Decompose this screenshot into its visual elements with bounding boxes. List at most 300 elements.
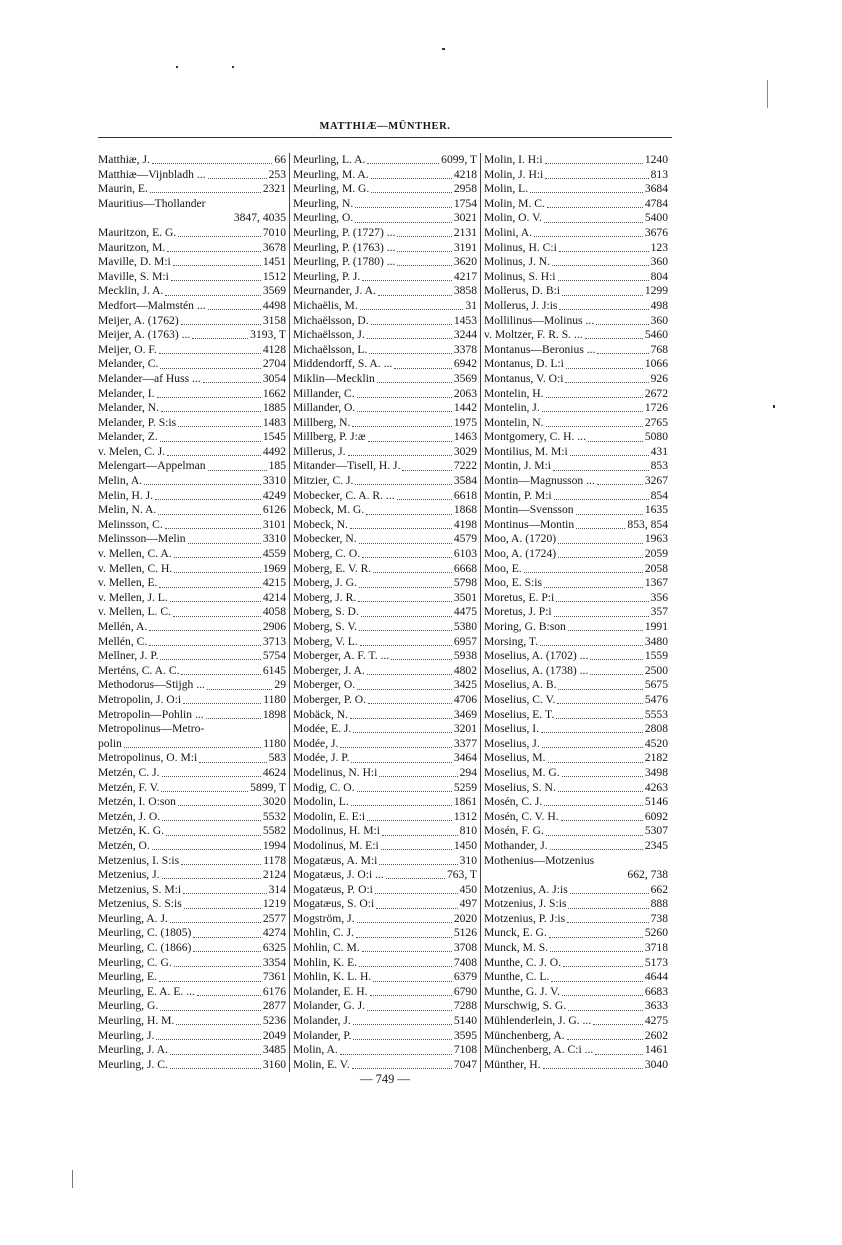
entry-name: Metzén, F. V. — [98, 780, 160, 794]
index-entry — [98, 824, 286, 839]
entry-name: Meurling, P. (1727) ... — [293, 225, 396, 239]
index-entry — [98, 1014, 286, 1029]
index-entry — [98, 416, 286, 431]
leader-dots — [348, 454, 452, 456]
entry-reference: 853 — [650, 459, 668, 473]
index-entry — [293, 1014, 477, 1029]
index-entry — [98, 226, 286, 241]
index-entry — [98, 970, 286, 985]
entry-name: Munthe, G. J. V. — [484, 984, 560, 998]
entry-reference: 5675 — [644, 678, 668, 692]
leader-dots — [160, 367, 260, 369]
entry-name: Mothenius—Motzenius — [484, 853, 595, 867]
index-entry — [484, 926, 668, 941]
entry-reference: 3633 — [644, 999, 668, 1013]
index-column-1 — [98, 153, 289, 1072]
entry-reference: 813 — [650, 167, 668, 181]
entry-name: polin — [98, 736, 122, 750]
entry-name: Meurling, P. (1763) ... — [293, 240, 396, 254]
leader-dots — [397, 498, 452, 500]
entry-reference: 3464 — [453, 751, 477, 765]
index-entry — [484, 868, 668, 883]
index-entry — [293, 270, 477, 285]
entry-reference: 5146 — [644, 795, 668, 809]
index-entry — [484, 956, 668, 971]
index-entry — [293, 970, 477, 985]
entry-name: Metropolin, J. O:i — [98, 692, 182, 706]
leader-dots — [183, 892, 267, 894]
entry-name: Mohlin, C. M. — [293, 941, 360, 955]
leader-dots — [559, 250, 649, 252]
leader-dots — [350, 527, 452, 529]
entry-reference: 1662 — [262, 386, 286, 400]
index-entry — [484, 241, 668, 256]
index-entry — [293, 168, 477, 183]
index-entry — [293, 795, 477, 810]
entry-name: Mellner, J. P. — [98, 649, 159, 663]
entry-name: Montanus, V. O:i — [484, 371, 564, 385]
index-entry — [98, 387, 286, 402]
entry-name: Montin—Svensson — [484, 503, 574, 517]
leader-dots — [156, 1038, 260, 1040]
entry-name: Meurling, C. (1866) — [98, 941, 192, 955]
entry-reference: 1963 — [644, 532, 668, 546]
entry-name: v. Mellen, E. — [98, 576, 158, 590]
entry-name: Molin, A. — [293, 1043, 338, 1057]
index-entry — [98, 751, 286, 766]
entry-name: Millander, C. — [293, 386, 355, 400]
entry-reference: 3193, T — [250, 328, 286, 342]
leader-dots — [174, 556, 261, 558]
index-entry — [98, 868, 286, 883]
leader-dots — [551, 980, 642, 982]
entry-reference: 2124 — [262, 868, 286, 882]
index-entry — [293, 605, 477, 620]
entry-reference: 3620 — [453, 255, 477, 269]
entry-name: Moretus, E. P:i — [484, 590, 555, 604]
entry-reference: 1868 — [453, 503, 477, 517]
leader-dots — [152, 848, 261, 850]
leader-dots — [567, 921, 648, 923]
leader-dots — [561, 819, 643, 821]
entry-name: Meurling, P. J. — [293, 269, 361, 283]
leader-dots — [174, 571, 261, 573]
entry-reference: 2765 — [644, 415, 668, 429]
entry-reference: 2672 — [644, 386, 668, 400]
index-entry — [293, 401, 477, 416]
entry-reference: 3498 — [644, 765, 668, 779]
entry-name: Molander, E. H. — [293, 984, 368, 998]
index-entry — [293, 999, 477, 1014]
leader-dots — [556, 600, 648, 602]
leader-dots — [357, 921, 452, 923]
entry-reference: 6103 — [453, 547, 477, 561]
index-entry — [293, 372, 477, 387]
entry-name: Moselius, M. — [484, 751, 546, 765]
index-entry — [98, 168, 286, 183]
leader-dots — [562, 294, 643, 296]
leader-dots — [176, 1023, 260, 1025]
entry-name: Millberg, P. J:æ — [293, 430, 366, 444]
index-entry — [293, 562, 477, 577]
scan-speck — [442, 48, 445, 50]
index-entry — [484, 270, 668, 285]
index-entry — [293, 489, 477, 504]
entry-name: Moretus, J. P:i — [484, 605, 552, 619]
entry-name: Moberg, C. O. — [293, 547, 361, 561]
entry-name: Molander, P. — [293, 1028, 352, 1042]
leader-dots — [173, 615, 261, 617]
entry-name: Meurling, O. — [293, 211, 354, 225]
leader-dots — [188, 542, 261, 544]
entry-name: Molander, J. — [293, 1014, 351, 1028]
index-entry — [484, 503, 668, 518]
leader-dots — [568, 1009, 643, 1011]
index-entry — [484, 678, 668, 693]
entry-reference: 4498 — [262, 298, 286, 312]
entry-name: Mobecker, C. A. R. ... — [293, 488, 395, 502]
entry-reference: 662 — [650, 882, 668, 896]
index-entry — [293, 343, 477, 358]
entry-reference: 583 — [268, 751, 286, 765]
entry-name: Molin, J. H:i — [484, 167, 544, 181]
entry-name: Melander, Z. — [98, 430, 158, 444]
entry-reference: 123 — [650, 240, 668, 254]
entry-name: Michaëlsson, L. — [293, 342, 368, 356]
entry-reference: 1240 — [644, 153, 668, 166]
entry-name: Montilius, M. M:i — [484, 444, 568, 458]
entry-reference: 4706 — [453, 692, 477, 706]
leader-dots — [566, 367, 643, 369]
entry-reference: 3191 — [453, 240, 477, 254]
entry-reference: 3847, 4035 — [233, 211, 286, 225]
index-entry — [98, 1058, 286, 1073]
entry-reference: 5126 — [453, 926, 477, 940]
entry-reference: 4624 — [262, 765, 286, 779]
index-entry — [98, 678, 286, 693]
leader-dots — [562, 775, 643, 777]
leader-dots — [391, 658, 452, 660]
leader-dots — [359, 542, 452, 544]
leader-dots — [545, 162, 643, 164]
leader-dots — [193, 950, 260, 952]
leader-dots — [165, 294, 260, 296]
entry-reference: 3569 — [453, 371, 477, 385]
leader-dots — [366, 513, 452, 515]
entry-reference: 4214 — [262, 590, 286, 604]
index-entry — [293, 226, 477, 241]
leader-dots — [373, 571, 452, 573]
entry-name: Meurling, J. — [98, 1028, 155, 1042]
leader-dots — [159, 980, 261, 982]
entry-reference: 2345 — [644, 838, 668, 852]
index-entry — [293, 854, 477, 869]
entry-reference: 4217 — [453, 269, 477, 283]
entry-name: Matthiæ, J. — [98, 153, 150, 166]
leader-dots — [167, 250, 261, 252]
entry-reference: 926 — [650, 371, 668, 385]
leader-dots — [193, 936, 260, 938]
index-entry — [98, 372, 286, 387]
index-entry — [98, 153, 286, 168]
entry-reference: 1219 — [262, 897, 286, 911]
index-entry — [484, 401, 668, 416]
entry-name: Morsing, T. — [484, 634, 538, 648]
leader-dots — [367, 337, 452, 339]
entry-reference: 6790 — [453, 984, 477, 998]
entry-reference: 3020 — [262, 795, 286, 809]
leader-dots — [359, 586, 452, 588]
index-entry — [484, 314, 668, 329]
leader-dots — [162, 819, 261, 821]
entry-reference: 356 — [650, 590, 668, 604]
entry-reference: 5754 — [262, 649, 286, 663]
entry-reference: 3678 — [262, 240, 286, 254]
entry-reference: 6092 — [644, 809, 668, 823]
index-entry — [98, 182, 286, 197]
entry-reference: 3244 — [453, 328, 477, 342]
entry-reference: 1994 — [262, 838, 286, 852]
leader-dots — [550, 950, 643, 952]
index-entry — [98, 854, 286, 869]
index-entry — [98, 999, 286, 1014]
leader-dots — [590, 658, 642, 660]
leader-dots — [352, 1067, 452, 1069]
index-entry — [293, 868, 477, 883]
entry-reference: 2808 — [644, 722, 668, 736]
index-entry — [293, 956, 477, 971]
leader-dots — [160, 658, 260, 660]
entry-name: Millander, O. — [293, 401, 356, 415]
index-entry — [484, 781, 668, 796]
index-entry — [98, 518, 286, 533]
entry-reference: 5899, T — [250, 780, 286, 794]
leader-dots — [355, 206, 452, 208]
entry-reference: 3310 — [262, 474, 286, 488]
index-entry — [484, 839, 668, 854]
index-entry — [484, 751, 668, 766]
entry-name: Michaëlsson, D. — [293, 313, 369, 327]
leader-dots — [547, 206, 643, 208]
entry-reference: 1312 — [453, 809, 477, 823]
entry-reference: 497 — [459, 897, 477, 911]
index-entry — [293, 241, 477, 256]
index-entry — [293, 722, 477, 737]
entry-name: Modolin, L. — [293, 795, 349, 809]
index-entry — [293, 357, 477, 372]
leader-dots — [379, 775, 457, 777]
entry-name: Montin, P. M:i — [484, 488, 552, 502]
leader-dots — [367, 819, 452, 821]
index-entry — [293, 255, 477, 270]
entry-name: Mogatæus, A. M:i — [293, 853, 378, 867]
entry-reference: 6325 — [262, 941, 286, 955]
index-entry — [293, 824, 477, 839]
leader-dots — [181, 323, 261, 325]
entry-reference: 1180 — [263, 692, 286, 706]
entry-reference: 6683 — [644, 984, 668, 998]
entry-name: Metzén, C. J. — [98, 765, 160, 779]
index-entry — [484, 999, 668, 1014]
leader-dots — [552, 264, 649, 266]
leader-dots — [554, 615, 649, 617]
entry-reference: 1754 — [453, 196, 477, 210]
index-entry — [293, 328, 477, 343]
index-entry — [98, 985, 286, 1000]
index-entry — [293, 649, 477, 664]
entry-name: Molinus, S. H:i — [484, 269, 556, 283]
index-entry — [484, 430, 668, 445]
entry-name: Metzenius, I. S:is — [98, 853, 180, 867]
entry-reference: 5080 — [644, 430, 668, 444]
index-entry — [293, 620, 477, 635]
entry-name: Moselius, J. — [484, 736, 540, 750]
index-entry — [293, 197, 477, 212]
index-entry — [484, 693, 668, 708]
index-entry — [293, 781, 477, 796]
entry-name: Moberg, V. L. — [293, 634, 358, 648]
index-entry — [98, 474, 286, 489]
entry-name: v. Mellen, C. H. — [98, 561, 173, 575]
index-entry — [98, 241, 286, 256]
entry-reference: 3485 — [262, 1043, 286, 1057]
leader-dots — [546, 425, 643, 427]
index-entry — [484, 1014, 668, 1029]
entry-reference: 2602 — [644, 1028, 668, 1042]
leader-dots — [576, 513, 643, 515]
entry-reference: 4579 — [453, 532, 477, 546]
index-entry — [98, 708, 286, 723]
entry-reference: 1483 — [262, 415, 286, 429]
index-entry — [293, 532, 477, 547]
leader-dots — [546, 834, 643, 836]
leader-dots — [367, 1009, 452, 1011]
entry-name: Mauritius—Thollander — [98, 196, 206, 210]
leader-dots — [367, 673, 452, 675]
entry-reference: 854 — [650, 488, 668, 502]
entry-name: Metropolinus—Metro- — [98, 722, 205, 736]
index-entry — [293, 430, 477, 445]
entry-name: Montgomery, C. H. ... — [484, 430, 586, 444]
entry-name: Mobäck, N. — [293, 707, 349, 721]
index-entry — [293, 518, 477, 533]
entry-reference: 853, 854 — [627, 517, 668, 531]
entry-reference: 5553 — [644, 707, 668, 721]
leader-dots — [597, 352, 648, 354]
entry-name: Mecklin, J. A. — [98, 284, 164, 298]
entry-name: v. Mellen, J. L. — [98, 590, 168, 604]
index-entry — [98, 737, 286, 752]
entry-reference: 3354 — [262, 955, 286, 969]
leader-dots — [144, 483, 261, 485]
entry-reference: 31 — [465, 298, 477, 312]
entry-name: Mobecker, N. — [293, 532, 357, 546]
index-entry — [98, 357, 286, 372]
scan-speck — [232, 66, 234, 68]
index-entry — [484, 459, 668, 474]
index-entry — [98, 547, 286, 562]
index-entry — [484, 357, 668, 372]
entry-reference: 3676 — [644, 225, 668, 239]
entry-reference: 5236 — [262, 1014, 286, 1028]
leader-dots — [549, 936, 643, 938]
index-columns — [98, 153, 672, 1072]
entry-name: Meijer, A. (1762) — [98, 313, 179, 327]
entry-reference: 2131 — [453, 225, 477, 239]
index-entry — [293, 693, 477, 708]
entry-reference: 3569 — [262, 284, 286, 298]
index-entry — [98, 605, 286, 620]
index-entry — [98, 489, 286, 504]
entry-reference: 1545 — [262, 430, 286, 444]
entry-reference: 4128 — [262, 342, 286, 356]
entry-reference: 66 — [274, 153, 286, 166]
entry-reference: 1885 — [262, 401, 286, 415]
entry-reference: 888 — [650, 897, 668, 911]
index-entry — [293, 1058, 477, 1073]
index-entry — [484, 810, 668, 825]
entry-name: Mogatæus, P. O:i — [293, 882, 373, 896]
entry-name: Mohlin, K. E. — [293, 955, 358, 969]
entry-reference: 6618 — [453, 488, 477, 502]
entry-name: Mobeck, M. G. — [293, 503, 365, 517]
index-entry — [293, 635, 477, 650]
entry-reference: 5460 — [644, 328, 668, 342]
entry-reference: 6942 — [453, 357, 477, 371]
entry-name: Moselius, E. T. — [484, 707, 555, 721]
leader-dots — [192, 337, 248, 339]
index-entry — [484, 970, 668, 985]
entry-name: Mitander—Tisell, H. J. — [293, 459, 401, 473]
entry-reference: 3469 — [453, 707, 477, 721]
index-entry — [293, 153, 477, 168]
leader-dots — [593, 1023, 643, 1025]
leader-dots — [544, 221, 643, 223]
entry-name: Melengart—Appelman — [98, 459, 206, 473]
index-entry — [98, 459, 286, 474]
scan-speck — [773, 405, 775, 408]
index-entry — [293, 459, 477, 474]
index-entry — [98, 503, 286, 518]
entry-name: Molin, I. H:i — [484, 153, 543, 166]
index-entry — [484, 299, 668, 314]
entry-name: Meurling, N. — [293, 196, 354, 210]
index-entry — [484, 153, 668, 168]
leader-dots — [541, 731, 643, 733]
header-rule — [98, 137, 672, 138]
entry-reference: 3713 — [262, 634, 286, 648]
leader-dots — [544, 804, 643, 806]
entry-reference: 6099, T — [441, 153, 477, 166]
index-entry — [98, 620, 286, 635]
entry-reference: 2063 — [453, 386, 477, 400]
leader-dots — [352, 425, 451, 427]
entry-name: v. Mellen, C. A. — [98, 547, 172, 561]
entry-name: Methodorus—Stijgh ... — [98, 678, 205, 692]
entry-name: Miklin—Mecklin — [293, 371, 375, 385]
index-entry — [98, 270, 286, 285]
entry-reference: 3021 — [453, 211, 477, 225]
index-entry — [98, 649, 286, 664]
index-column-2 — [289, 153, 480, 1072]
leader-dots — [358, 600, 452, 602]
leader-dots — [206, 717, 261, 719]
leader-dots — [162, 775, 261, 777]
entry-name: Meijer, O. F. — [98, 342, 157, 356]
leader-dots — [155, 498, 261, 500]
leader-dots — [171, 279, 261, 281]
entry-reference: 1180 — [263, 736, 286, 750]
